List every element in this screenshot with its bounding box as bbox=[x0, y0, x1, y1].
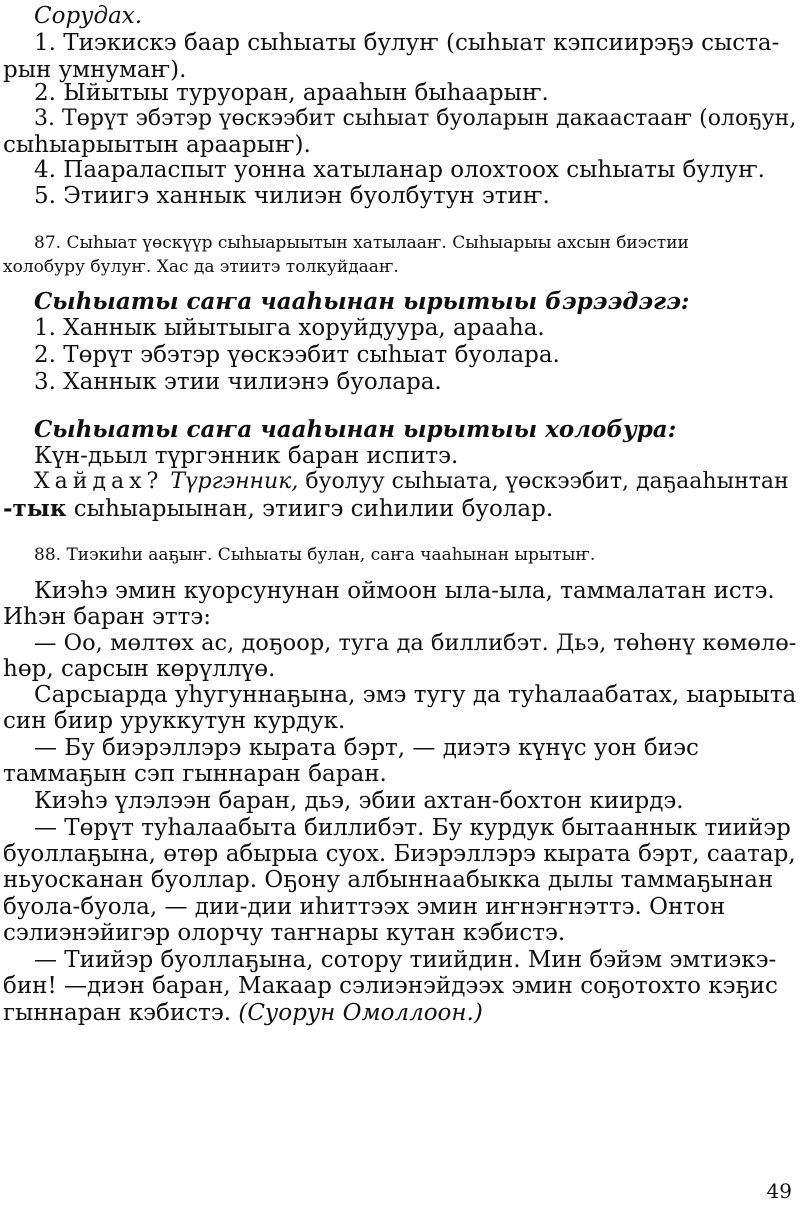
story-line-15: — Тиийэр буоллаҕына, сотору тиийдин. Мин бэйэм эмтиэкэ- bbox=[34, 947, 777, 973]
story-line-17-text: гыннаран кэбистэ. bbox=[3, 1000, 232, 1026]
question-3b: сыһыарыытын араарыҥ). bbox=[3, 132, 311, 158]
analyzed-word: Түргэнник, bbox=[170, 469, 299, 494]
question-3a: 3. Төрүт эбэтэр үөскээбит сыһыат буоларын дакаастааҥ (олоҕун, bbox=[34, 106, 797, 131]
exercise-88-text: Тиэкиһи ааҕыҥ. Сыһыаты булан, саҥа чааһынан ырытыҥ. bbox=[66, 545, 596, 565]
analysis-example-sentence: Күн-дьыл түргэнник баран испитэ. bbox=[34, 443, 459, 469]
story-line-16: бин! —диэн баран, Макаар сэлиэнэйдээх эмин соҕотохто кэҕис bbox=[3, 973, 778, 999]
story-line-8: таммаҕын сэп гыннаран баран. bbox=[3, 761, 387, 787]
questions-heading: Сорудах. bbox=[34, 3, 143, 29]
analysis-step-3: 3. Ханнык этии чилиэнэ буолара. bbox=[34, 369, 442, 395]
story-line-13: буола-буола, — дии-дии иһиттээх эмин иҥнэҥнэттэ. Онтон bbox=[3, 894, 726, 920]
analysis-step-1: 1. Ханнык ыйытыыга хоруйдуура, арааһа. bbox=[34, 315, 545, 341]
exercise-88-task bbox=[34, 544, 595, 566]
analysis-example-line-3 bbox=[3, 495, 553, 523]
question-5: 5. Этиигэ ханнык чилиэн буолбутун этиҥ. bbox=[34, 183, 550, 209]
story-line-6: син биир уруккутун курдук. bbox=[3, 708, 346, 734]
story-line-10: — Төрүт туһалаабыта биллибэт. Бу курдук бытааннык тиийэр bbox=[34, 815, 791, 841]
question-1b: рын умнумаҥ). bbox=[3, 57, 187, 83]
story-line-9: Киэһэ үлэлээн баран, дьэ, эбии ахтан-бохтон киирдэ. bbox=[34, 788, 684, 814]
question-word: Хайдах? bbox=[34, 469, 164, 494]
suffix: -тык bbox=[3, 495, 67, 522]
analysis-step-2: 2. Төрүт эбэтэр үөскээбит сыһыат буолара. bbox=[34, 342, 560, 368]
question-4: 4. Паараласпыт уонна хатыланар олохтоох сыһыаты булуҥ. bbox=[34, 157, 765, 183]
question-2: 2. Ыйытыы туруоран, арааһын быһаарыҥ. bbox=[34, 80, 549, 106]
exercise-87-task-b: холобуру булуҥ. Хас да этиитэ толкуйдааҥ. bbox=[3, 257, 399, 277]
analysis-text-b: сыһыарыынан, этиигэ сиһилии буолар. bbox=[73, 496, 554, 522]
story-line-7: — Бу биэрэллэрэ кырата бэрт, — диэтэ күнүс уон биэс bbox=[34, 735, 699, 761]
analysis-example-heading: Сыһыаты саҥа чааһынан ырытыы холобура: bbox=[34, 416, 677, 443]
story-line-2: Иһэн баран эттэ: bbox=[3, 604, 211, 630]
story-line-17 bbox=[3, 999, 483, 1027]
exercise-87-text-a: Сыһыат үөскүүр сыһыарыытын хатылааҥ. Сыһыарыы ахсын биэстии bbox=[66, 233, 689, 253]
story-line-11: буоллаҕына, өтөр абырыа суох. Биэрэллэрэ кырата бэрт, саатар, bbox=[3, 841, 796, 867]
exercise-88-number: 88. bbox=[34, 545, 62, 565]
exercise-87-number: 87. bbox=[34, 233, 62, 253]
exercise-87-task-a bbox=[34, 232, 689, 254]
story-line-14: сэлиэнэйигэр олорчу таҥнары кутан кэбистэ. bbox=[3, 920, 566, 946]
analysis-example-line-2 bbox=[34, 468, 789, 496]
analysis-text-a: буолуу сыһыата, үөскээбит, даҕааһынтан bbox=[305, 469, 789, 494]
story-line-5: Сарсыарда уһугуннаҕына, эмэ тугу да туһалаабатах, ыарыыта bbox=[34, 682, 797, 708]
analysis-order-heading: Сыһыаты саҥа чааһынан ырытыы бэрээдэгэ: bbox=[34, 288, 690, 315]
story-line-12: ньуосканан буоллар. Оҕону албыннаабыкка дылы таммаҕынан bbox=[3, 867, 774, 893]
story-line-3: — Оо, мөлтөх ас, доҕоор, туга да биллибэт. Дьэ, төһөнү көмөлө- bbox=[34, 630, 797, 656]
question-1a: 1. Тиэкискэ баар сыһыаты булуҥ (сыһыат кэпсиирэҕэ сыста- bbox=[34, 30, 780, 56]
story-line-4: һөр, сарсын көрүллүө. bbox=[3, 656, 276, 682]
page-number: 49 bbox=[766, 1179, 792, 1203]
story-source: (Суорун Омоллоон.) bbox=[238, 1000, 483, 1026]
story-line-1: Киэһэ эмин куорсунунан оймоон ыла-ыла, таммалатан истэ. bbox=[34, 578, 775, 604]
